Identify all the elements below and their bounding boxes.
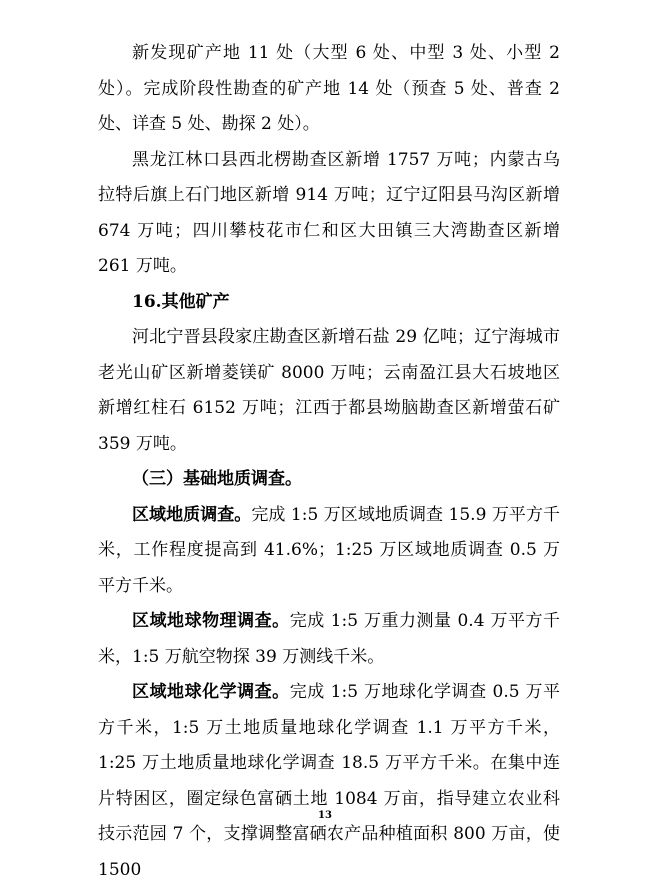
body-text (98, 36, 560, 888)
paragraph-regional-geology (98, 498, 560, 605)
page-number: 13 (318, 810, 332, 821)
body-regional-geochemistry: 完成 1:5 万地球化学调查 0.5 万平方千米，1:5 万土地质量地球化学调查 1.1 万平方千米，1:25 万土地质量地球化学调查 18.5 万平方千米。在集中连片特困区，圈定绿色富硒土地 1084 万亩，指导建立农业科技示范园 7 个，支撑调整富硒农产品种植面积 800 万亩，使 1500 (98, 682, 561, 880)
lead-regional-geology: 区域地质调查。 (132, 504, 252, 525)
section-heading-other-minerals: 16.其他矿产 (132, 291, 230, 312)
lead-regional-geochemistry: 区域地球化学调查。 (132, 682, 290, 702)
paragraph-other-minerals: 河北宁晋县段家庄勘查区新增石盐 29 亿吨；辽宁海城市老光山矿区新增菱镁矿 8000 万吨；云南盈江县大石坡地区新增红柱石 6152 万吨；江西于都县坳脑勘查区新增萤石矿 359 万吨。 (98, 327, 560, 454)
paragraph-regional-geochemistry (98, 675, 560, 888)
paragraph-regional-geophysics (98, 604, 560, 675)
body-regional-geology: 完成 1:5 万区域地质调查 15.9 万平方千米，工作程度提高到 41.6%；1:25 万区域地质调查 0.5 万平方千米。 (98, 504, 561, 596)
paragraph-regional-additions: 黑龙江林口县西北楞勘查区新增 1757 万吨；内蒙古乌拉特后旗上石门地区新增 914 万吨；辽宁辽阳县马沟区新增 674 万吨；四川攀枝花市仁和区大田镇三大湾勘查区新增 261 万吨。 (98, 149, 560, 276)
section-heading-basic-geology: （三）基础地质调查。 (132, 469, 302, 489)
lead-regional-geophysics: 区域地球物理调查。 (132, 611, 290, 631)
paragraph-new-deposits: 新发现矿产地 11 处（大型 6 处、中型 3 处、小型 2 处）。完成阶段性勘查的矿产地 14 处（预查 5 处、普查 2 处、详查 5 处、勘探 2 处）。 (98, 43, 560, 134)
body-regional-geophysics: 完成 1:5 万重力测量 0.4 万平方千米，1:5 万航空物探 39 万测线千米。 (98, 611, 561, 667)
